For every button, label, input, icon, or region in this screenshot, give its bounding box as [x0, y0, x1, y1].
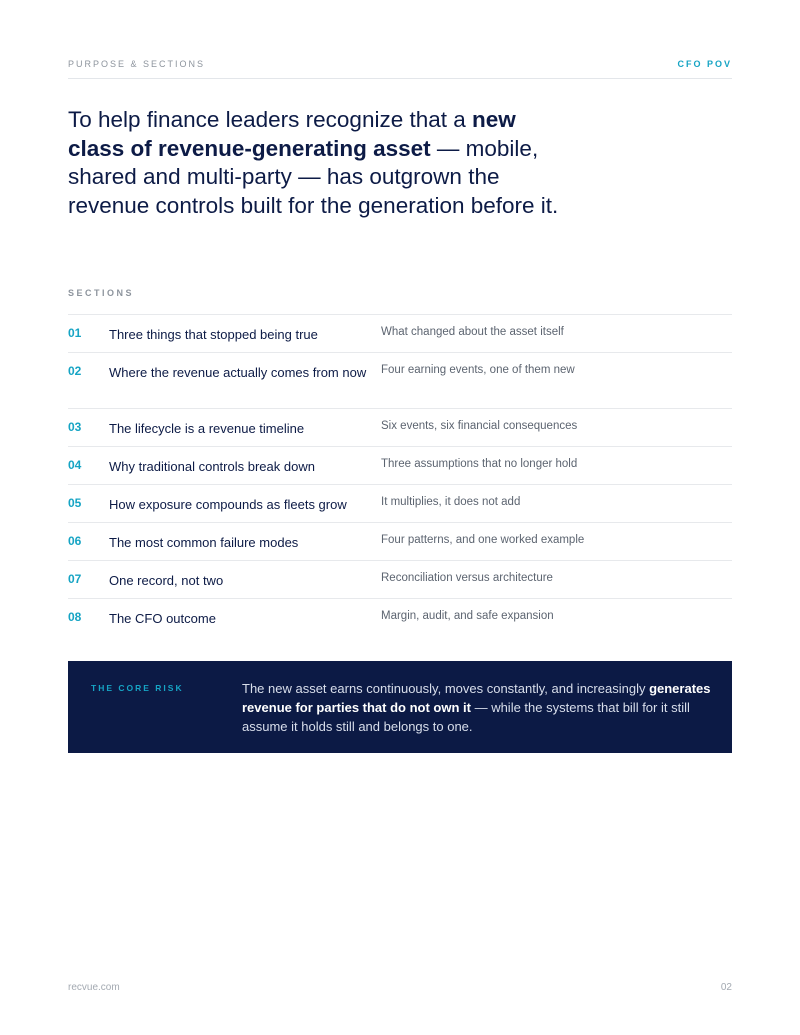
callout-emphasis: generates revenue for parties that do not own it	[242, 681, 711, 715]
callout-text	[242, 679, 712, 736]
headline-part-1: To help finance leaders recognize that a	[68, 107, 473, 132]
toc-row	[68, 599, 732, 636]
section-number: 05	[68, 496, 82, 510]
section-title: The most common failure modes	[109, 535, 299, 550]
toc-row	[68, 447, 732, 485]
section-description: Four earning events, one of them new	[381, 364, 575, 376]
sections-label: SECTIONS	[68, 288, 135, 298]
section-number: 04	[68, 458, 82, 472]
section-description: Reconciliation versus architecture	[381, 572, 553, 584]
footer-website: recvue.com	[68, 982, 120, 993]
section-number: 01	[68, 326, 82, 340]
toc-row	[68, 561, 732, 599]
page-header	[68, 59, 732, 79]
document-tag: CFO POV	[677, 59, 732, 69]
section-description: Three assumptions that no longer hold	[381, 458, 578, 470]
headline-emphasis: new class of revenue-generating asset	[68, 107, 516, 161]
page-number: 02	[720, 982, 732, 993]
section-description: Four patterns, and one worked example	[381, 534, 585, 546]
toc-row	[68, 523, 732, 561]
section-title: The lifecycle is a revenue timeline	[109, 421, 305, 436]
headline-part-2: — mobile, shared and multi-party — has outgrown the revenue controls built for the generation before it.	[68, 135, 559, 218]
section-eyebrow: PURPOSE & SECTIONS	[68, 59, 206, 69]
toc-row	[68, 315, 732, 353]
section-title: One record, not two	[109, 573, 224, 588]
section-number: 03	[68, 420, 82, 434]
callout-text-part-1: The new asset earns continuously, moves constantly, and increasingly	[242, 681, 650, 696]
toc-row	[68, 485, 732, 523]
section-number: 06	[68, 534, 82, 548]
section-description: What changed about the asset itself	[381, 326, 564, 338]
table-of-contents	[68, 314, 732, 636]
callout-text-part-2: — while the systems that bill for it still assume it holds still and belongs to one.	[242, 700, 690, 734]
section-title: Why traditional controls break down	[109, 459, 315, 474]
toc-row	[68, 353, 732, 409]
section-description: Six events, six financial consequences	[381, 420, 578, 432]
section-description: It multiplies, it does not add	[381, 496, 521, 508]
toc-row	[68, 409, 732, 447]
section-description: Margin, audit, and safe expansion	[381, 610, 554, 622]
core-risk-callout	[68, 661, 732, 753]
section-title: Where the revenue actually comes from now	[109, 365, 367, 380]
section-title: The CFO outcome	[109, 611, 216, 626]
section-title: How exposure compounds as fleets grow	[109, 497, 347, 512]
section-number: 02	[68, 364, 82, 378]
callout-label: THE CORE RISK	[91, 683, 184, 693]
section-number: 07	[68, 572, 82, 586]
section-title: Three things that stopped being true	[109, 327, 318, 342]
section-number: 08	[68, 610, 82, 624]
purpose-headline	[68, 106, 568, 220]
